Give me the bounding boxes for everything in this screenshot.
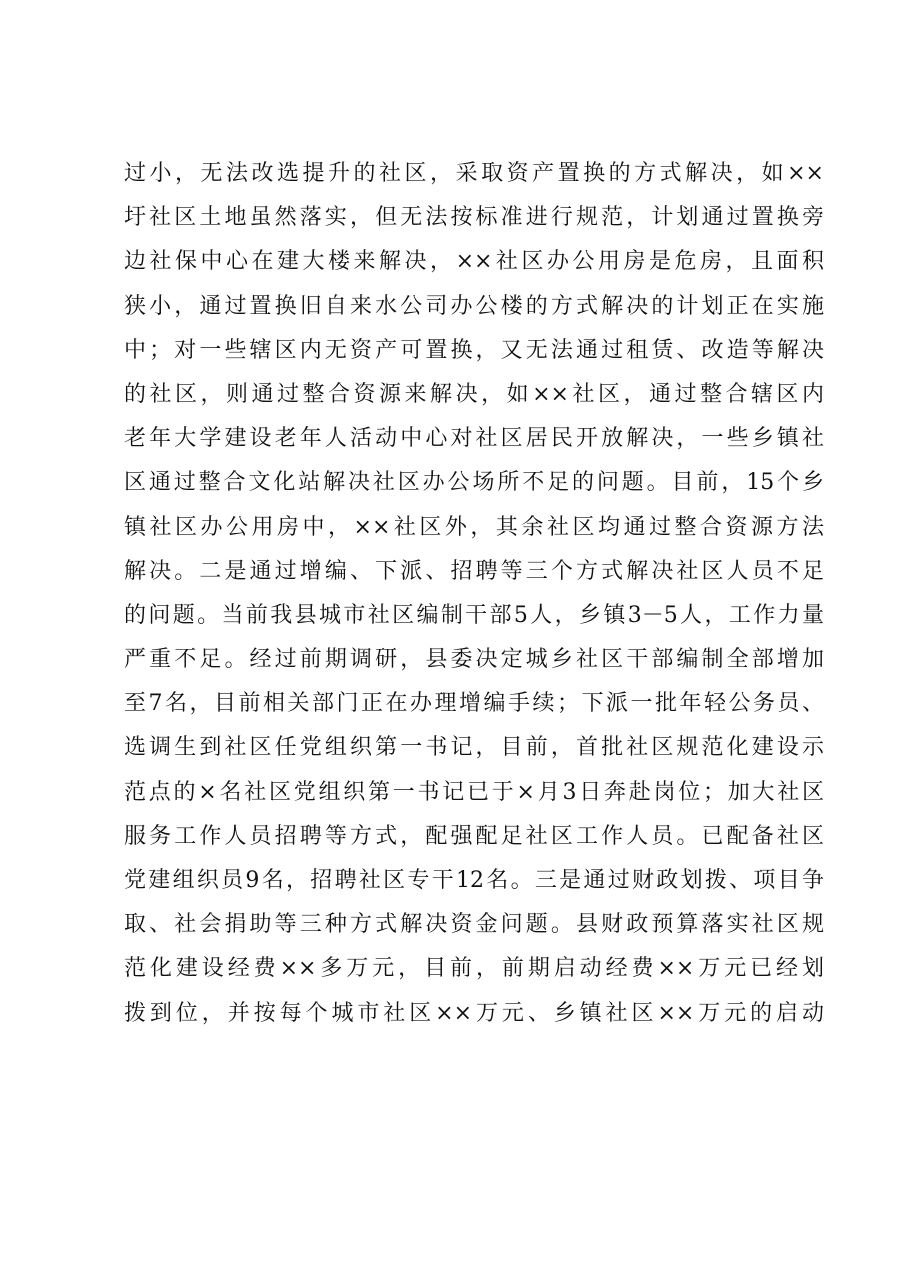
text-line-1: 过小，无法改选提升的社区，采取资产置换的方式解决，如××: [124, 161, 824, 186]
text-line-15: 范点的×名社区党组织第一书记已于×月3日奔赴岗位；加大社区: [124, 779, 824, 805]
text-line-7: 老年大学建设老年人活动中心对社区居民开放解决，一些乡镇社: [124, 426, 824, 452]
text-line-10: 解决。二是通过增编、下派、招聘等三个方式解决社区人员不足: [124, 558, 824, 584]
text-line-8: 区通过整合文化站解决社区办公场所不足的问题。目前，15个乡: [124, 470, 824, 496]
text-line-18: 取、社会捐助等三种方式解决资金问题。县财政预算落实社区规: [124, 912, 824, 938]
text-line-9: 镇社区办公用房中，××社区外，其余社区均通过整合资源方法: [124, 514, 824, 540]
body-paragraph: [124, 158, 824, 1042]
text-line-13: 至7名，目前相关部门正在办理增编手续；下派一批年轻公务员、: [124, 691, 824, 717]
text-line-14: 选调生到社区任党组织第一书记，目前，首批社区规范化建设示: [124, 735, 824, 761]
text-line-5: 中；对一些辖区内无资产可置换，又无法通过租赁、改造等解决: [124, 337, 824, 363]
text-line-2: 圩社区土地虽然落实，但无法按标准进行规范，计划通过置换旁: [124, 205, 824, 231]
text-line-16: 服务工作人员招聘等方式，配强配足社区工作人员。已配备社区: [124, 823, 824, 849]
text-line-12: 严重不足。经过前期调研，县委决定城乡社区干部编制全部增加: [124, 647, 824, 673]
text-line-20: 拨到位，并按每个城市社区××万元、乡镇社区××万元的启动: [124, 1000, 824, 1026]
text-line-4: 狭小，通过置换旧自来水公司办公楼的方式解决的计划正在实施: [124, 293, 824, 319]
text-line-19: 范化建设经费××多万元，目前，前期启动经费××万元已经划: [124, 956, 824, 982]
text-line-3: 边社保中心在建大楼来解决，××社区办公用房是危房，且面积: [124, 249, 824, 275]
text-line-17: 党建组织员9名，招聘社区专干12名。三是通过财政划拨、项目争: [124, 868, 824, 893]
text-line-11: 的问题。当前我县城市社区编制干部5人，乡镇3－5人，工作力量: [124, 602, 824, 628]
text-line-6: 的社区，则通过整合资源来解决，如××社区，通过整合辖区内: [124, 381, 824, 407]
